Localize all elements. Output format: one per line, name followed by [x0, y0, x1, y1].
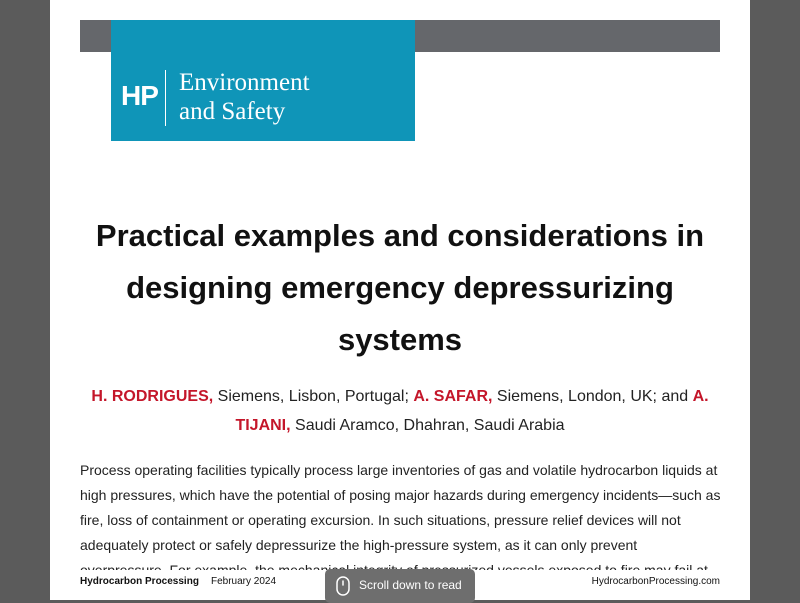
document-page	[50, 0, 750, 600]
footer-url: HydrocarbonProcessing.com	[591, 576, 720, 587]
title-line-3: systems	[337, 322, 463, 357]
scroll-down-button[interactable]	[325, 569, 475, 603]
article-title	[80, 210, 720, 366]
author-name: A. SAFAR,	[413, 388, 493, 405]
author-affiliation: Siemens, London, UK; and	[492, 388, 693, 405]
mouse-icon	[336, 576, 350, 601]
section-name	[179, 68, 310, 126]
title-line-2: designing emergency depressurizing	[126, 270, 674, 305]
hp-logo: HP	[121, 80, 158, 111]
section-badge	[111, 20, 415, 141]
section-line-2: and Safety	[179, 98, 286, 125]
article-abstract: Process operating facilities typically process large inventories of gas and volatile hydrocarbon liquids at high pressures, which have the potential of posing major hazards during emergency incidents—such as fire, loss of containment or operating excursion. In such situations, pressure relief devices will not adequately protect or safely depressurize the high-pressure system, as it can only prevent	[80, 462, 721, 553]
footer-date: February 2024	[211, 576, 277, 587]
author-name: H. RODRIGUES,	[91, 388, 214, 405]
title-line-1: Practical examples and considerations in	[95, 218, 705, 253]
scroll-hint-label: Scroll down to read	[359, 578, 462, 592]
badge-divider	[165, 70, 166, 126]
author-affiliation: Siemens, Lisbon, Portugal;	[213, 388, 414, 405]
section-line-1: Environment	[179, 69, 310, 96]
footer-publication: Hydrocarbon Processing	[80, 576, 199, 587]
author-affiliation: Saudi Aramco, Dhahran, Saudi Arabia	[290, 417, 565, 434]
author-list	[90, 382, 710, 440]
author-name: A. TIJANI,	[235, 388, 709, 434]
